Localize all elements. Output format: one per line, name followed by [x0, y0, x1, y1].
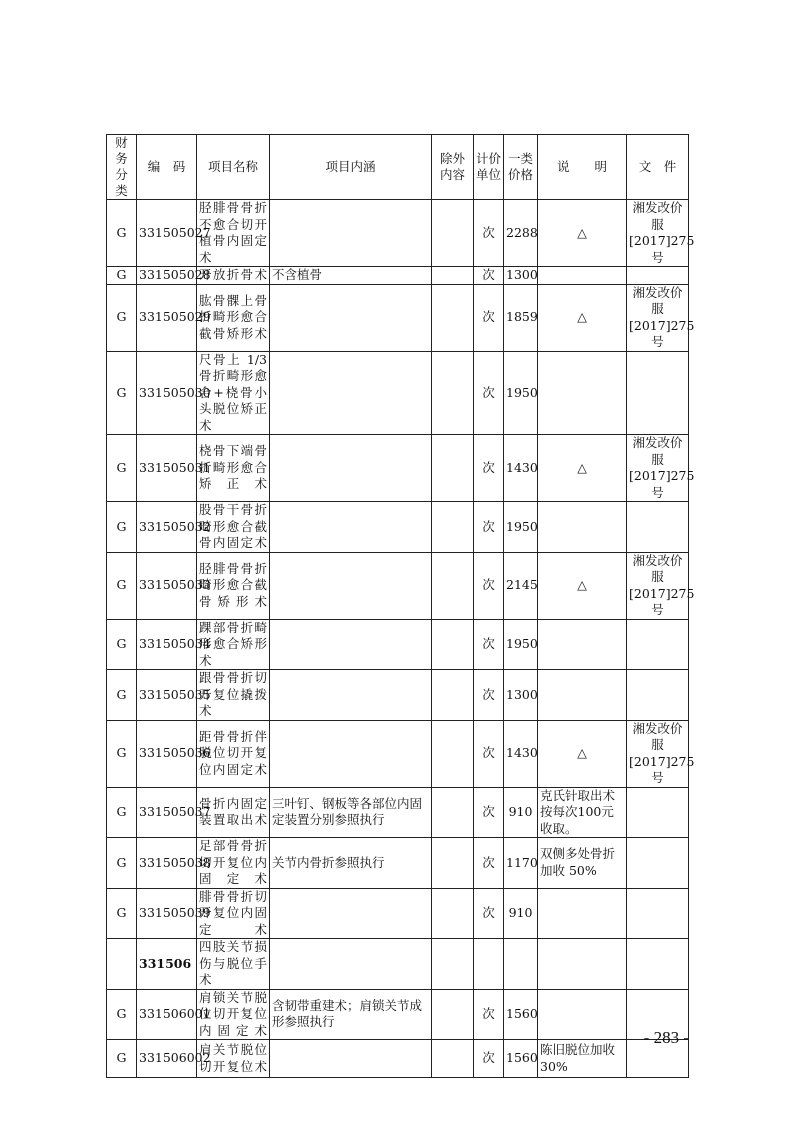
row-cat: G	[107, 284, 137, 351]
row-content	[270, 552, 432, 619]
row-excl	[432, 619, 474, 670]
row-unit: 次	[474, 267, 504, 285]
row-name: 肩锁关节脱位切开复位内固定术	[197, 989, 270, 1040]
header-file: 文 件	[627, 135, 689, 200]
table-row	[107, 1040, 689, 1078]
row-unit	[474, 939, 504, 990]
row-excl	[432, 552, 474, 619]
row-file	[627, 619, 689, 670]
row-content	[270, 284, 432, 351]
row-excl	[432, 267, 474, 285]
header-code: 编 码	[137, 135, 197, 200]
row-file: 湘发改价服[2017]275号	[627, 552, 689, 619]
row-code: 331505028	[137, 267, 197, 285]
row-name: 距骨骨折伴脱位切开复位内固定术	[197, 720, 270, 787]
row-code: 331506	[137, 939, 197, 990]
row-name: 胫腓骨骨折不愈合切开植骨内固定术	[197, 200, 270, 267]
row-content: 不含植骨	[270, 267, 432, 285]
row-price: 1300	[504, 670, 538, 721]
row-content	[270, 720, 432, 787]
table-row	[107, 888, 689, 939]
row-excl	[432, 502, 474, 553]
row-content: 关节内骨折参照执行	[270, 838, 432, 889]
row-code: 331505037	[137, 787, 197, 838]
row-code: 331505038	[137, 838, 197, 889]
row-content	[270, 351, 432, 435]
row-code: 331505032	[137, 502, 197, 553]
header-excl: 除外内容	[432, 135, 474, 200]
row-content	[270, 939, 432, 990]
table-row	[107, 552, 689, 619]
row-excl	[432, 888, 474, 939]
row-cat: G	[107, 888, 137, 939]
row-code: 331506002	[137, 1040, 197, 1078]
row-file: 湘发改价服[2017]275号	[627, 720, 689, 787]
header-cat: 财务分类	[107, 135, 137, 200]
header-content: 项目内涵	[270, 135, 432, 200]
header-name: 项目名称	[197, 135, 270, 200]
table-row	[107, 720, 689, 787]
table-row	[107, 502, 689, 553]
row-unit: 次	[474, 670, 504, 721]
row-name: 四肢关节损伤与脱位手术	[197, 939, 270, 990]
row-name: 骨折内固定装置取出术	[197, 787, 270, 838]
row-code: 331505036	[137, 720, 197, 787]
row-price: 2145	[504, 552, 538, 619]
row-content	[270, 502, 432, 553]
row-file: 湘发改价服[2017]275号	[627, 435, 689, 502]
row-cat: G	[107, 720, 137, 787]
row-file	[627, 670, 689, 721]
row-note	[538, 989, 627, 1040]
row-unit: 次	[474, 502, 504, 553]
row-note: 陈旧脱位加收30%	[538, 1040, 627, 1078]
row-name: 股骨干骨折畸形愈合截骨内固定术	[197, 502, 270, 553]
row-code: 331505031	[137, 435, 197, 502]
row-unit: 次	[474, 552, 504, 619]
row-excl	[432, 435, 474, 502]
row-excl	[432, 1040, 474, 1078]
row-note	[538, 939, 627, 990]
row-note	[538, 351, 627, 435]
row-cat: G	[107, 1040, 137, 1078]
row-price: 1560	[504, 989, 538, 1040]
row-name: 腓骨骨折切开复位内固定术	[197, 888, 270, 939]
row-unit: 次	[474, 838, 504, 889]
row-name: 踝部骨折畸形愈合矫形术	[197, 619, 270, 670]
row-price: 2288	[504, 200, 538, 267]
row-file	[627, 888, 689, 939]
row-cat	[107, 939, 137, 990]
row-price: 1950	[504, 502, 538, 553]
row-cat: G	[107, 838, 137, 889]
table-row	[107, 787, 689, 838]
row-price: 1859	[504, 284, 538, 351]
row-unit: 次	[474, 720, 504, 787]
row-file	[627, 267, 689, 285]
row-excl	[432, 989, 474, 1040]
row-cat: G	[107, 502, 137, 553]
row-price: 1560	[504, 1040, 538, 1078]
row-cat: G	[107, 670, 137, 721]
row-price: 1300	[504, 267, 538, 285]
row-file	[627, 351, 689, 435]
row-note: 克氏针取出术按每次100元收取。	[538, 787, 627, 838]
row-cat: G	[107, 267, 137, 285]
table-row	[107, 267, 689, 285]
table-row	[107, 939, 689, 990]
header-unit: 计价单位	[474, 135, 504, 200]
row-price: 1430	[504, 435, 538, 502]
table-row	[107, 351, 689, 435]
fee-table	[106, 134, 695, 1078]
row-unit: 次	[474, 435, 504, 502]
row-note: △	[538, 284, 627, 351]
row-note: △	[538, 552, 627, 619]
row-unit: 次	[474, 787, 504, 838]
row-file	[627, 939, 689, 990]
row-code: 331505030	[137, 351, 197, 435]
row-excl	[432, 939, 474, 990]
row-excl	[432, 787, 474, 838]
row-file: 湘发改价服[2017]275号	[627, 200, 689, 267]
table-row	[107, 619, 689, 670]
row-price: 910	[504, 787, 538, 838]
row-unit: 次	[474, 200, 504, 267]
row-name: 跟骨骨折切开复位撬拨术	[197, 670, 270, 721]
row-excl	[432, 670, 474, 721]
row-price: 1950	[504, 619, 538, 670]
row-note	[538, 267, 627, 285]
row-unit: 次	[474, 284, 504, 351]
row-name: 肩关节脱位切开复位术	[197, 1040, 270, 1078]
table-row	[107, 284, 689, 351]
row-unit: 次	[474, 888, 504, 939]
row-content: 含韧带重建术；肩锁关节成形参照执行	[270, 989, 432, 1040]
row-content	[270, 200, 432, 267]
row-code: 331505035	[137, 670, 197, 721]
row-unit: 次	[474, 989, 504, 1040]
row-excl	[432, 200, 474, 267]
row-cat: G	[107, 552, 137, 619]
row-name: 桡骨下端骨折畸形愈合矫正术	[197, 435, 270, 502]
row-content	[270, 435, 432, 502]
row-code: 331505027	[137, 200, 197, 267]
row-name: 胫腓骨骨折畸形愈合截骨矫形术	[197, 552, 270, 619]
row-file: 湘发改价服[2017]275号	[627, 284, 689, 351]
row-note: 双侧多处骨折加收 50%	[538, 838, 627, 889]
row-cat: G	[107, 351, 137, 435]
row-price: 1950	[504, 351, 538, 435]
row-content	[270, 1040, 432, 1078]
row-cat: G	[107, 619, 137, 670]
row-content	[270, 670, 432, 721]
page-number: - 283 -	[643, 1028, 689, 1047]
row-note	[538, 670, 627, 721]
header-row	[107, 135, 689, 200]
row-unit: 次	[474, 351, 504, 435]
row-content	[270, 619, 432, 670]
row-cat: G	[107, 989, 137, 1040]
header-price: 一类价格	[504, 135, 538, 200]
row-excl	[432, 351, 474, 435]
row-unit: 次	[474, 1040, 504, 1078]
row-excl	[432, 720, 474, 787]
row-unit: 次	[474, 619, 504, 670]
row-code: 331505033	[137, 552, 197, 619]
row-cat: G	[107, 787, 137, 838]
table-row	[107, 200, 689, 267]
row-code: 331506001	[137, 989, 197, 1040]
row-cat: G	[107, 435, 137, 502]
row-name: 足部骨骨折切开复位内固定术	[197, 838, 270, 889]
row-code: 331505039	[137, 888, 197, 939]
row-file	[627, 502, 689, 553]
row-note	[538, 619, 627, 670]
row-note: △	[538, 720, 627, 787]
row-price	[504, 939, 538, 990]
row-code: 331505034	[137, 619, 197, 670]
row-note: △	[538, 200, 627, 267]
row-excl	[432, 284, 474, 351]
row-excl	[432, 838, 474, 889]
row-name: 尺骨上 1/3骨折畸形愈合+桡骨小头脱位矫正术	[197, 351, 270, 435]
row-price: 1170	[504, 838, 538, 889]
row-file	[627, 787, 689, 838]
row-note: △	[538, 435, 627, 502]
row-content: 三叶钉、钢板等各部位内固定装置分别参照执行	[270, 787, 432, 838]
row-code: 331505029	[137, 284, 197, 351]
row-price: 1430	[504, 720, 538, 787]
table-row	[107, 670, 689, 721]
row-note	[538, 502, 627, 553]
header-note: 说 明	[538, 135, 627, 200]
table-row	[107, 435, 689, 502]
row-content	[270, 888, 432, 939]
table-row	[107, 989, 689, 1040]
row-file	[627, 838, 689, 889]
row-name: 肱骨髁上骨折畸形愈合截骨矫形术	[197, 284, 270, 351]
row-cat: G	[107, 200, 137, 267]
table-row	[107, 838, 689, 889]
row-price: 910	[504, 888, 538, 939]
row-note	[538, 888, 627, 939]
row-name: 开放折骨术	[197, 267, 270, 285]
